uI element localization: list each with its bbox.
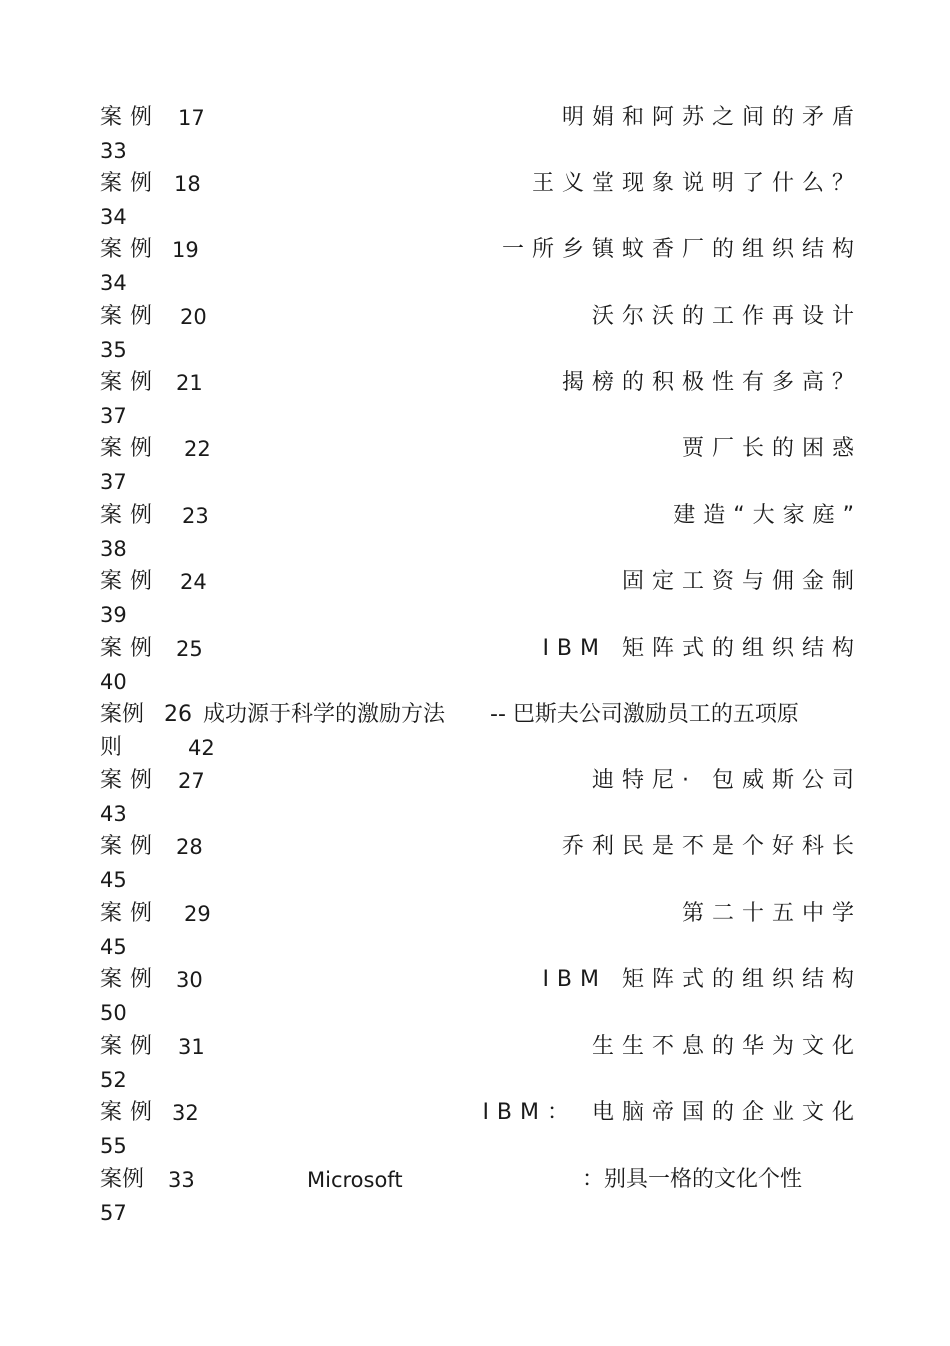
case-title: ：别具一格的文化个性 [582,1167,803,1192]
case-label: 案例 [100,1167,145,1192]
toc-entry-28 [0,832,950,898]
page-number: 43 [100,802,127,826]
toc-entry-21 [0,368,950,434]
toc-entry-30 [0,965,950,1031]
case-title: 沃尔沃的工作再设计 [591,304,862,329]
case-number: 28 [176,835,203,859]
toc-entry-20 [0,302,950,368]
case-title: 生生不息的华为文化 [591,1034,862,1059]
page-number: 39 [100,603,127,627]
case-number: 21 [176,371,203,395]
page-number: 34 [100,271,127,295]
page-number: 57 [100,1201,127,1225]
toc-entry-31 [0,1032,950,1098]
case-number: 18 [174,172,201,196]
case-title: 固定工资与佣金制 [621,569,862,594]
case-title: 成功源于科学的激励方法 [203,702,446,727]
case-title-wrap: 则 [100,735,123,760]
case-number: 20 [180,305,207,329]
toc-entry-19 [0,235,950,301]
case-number: 24 [180,570,207,594]
case-number: 33 [168,1168,195,1192]
case-number: 25 [176,637,203,661]
page-number: 50 [100,1001,127,1025]
case-label: 案例 [100,237,161,262]
case-number: 26 [164,702,192,727]
page-number: 45 [100,935,127,959]
case-number: 30 [176,968,203,992]
page-number: 33 [100,139,127,163]
case-number: 17 [178,106,205,130]
toc-entry-23 [0,501,950,567]
toc-entry-32 [0,1098,950,1164]
page-number: 42 [188,736,215,760]
case-label: 案例 [100,768,161,793]
page-number: 45 [100,868,127,892]
case-title: 明娟和阿苏之间的矛盾 [561,105,862,130]
case-label: 案例 [100,702,145,727]
case-label: 案例 [100,1100,161,1125]
page-number: 40 [100,670,127,694]
page-number: 37 [100,470,127,494]
toc-entry-27 [0,766,950,832]
toc-entry-24 [0,567,950,633]
case-number: 31 [178,1035,205,1059]
case-label: 案例 [100,967,161,992]
toc-entry-18 [0,169,950,235]
toc-entry-22 [0,434,950,500]
case-title: 迪特尼· 包威斯公司 [592,768,862,793]
case-label: 案例 [100,1034,161,1059]
page-number: 52 [100,1068,127,1092]
case-title-continued: -- 巴斯夫公司激励员工的五项原 [490,702,799,727]
toc-entry-29 [0,899,950,965]
page-number: 37 [100,404,127,428]
page-number: 38 [100,537,127,561]
case-title: IBM： 电脑帝国的企业文化 [482,1100,862,1125]
toc-entry-26 [0,700,950,766]
case-label: 案例 [100,834,161,859]
case-title: 揭榜的积极性有多高？ [561,370,862,395]
page-number: 35 [100,338,127,362]
toc-entry-33 [0,1165,950,1231]
case-title: 贾厂长的困惑 [681,436,862,461]
case-label: 案例 [100,503,161,528]
case-title: 乔利民是不是个好科长 [561,834,862,859]
page-number: 34 [100,205,127,229]
case-number: 23 [182,504,209,528]
case-title: 王义堂现象说明了什么？ [531,171,862,196]
case-title: 建造“大家庭” [673,503,862,528]
case-label: 案例 [100,901,161,926]
case-title: 一所乡镇蚊香厂的组织结构 [501,237,862,262]
case-number: 27 [178,769,205,793]
case-title: IBM 矩阵式的组织结构 [542,636,862,661]
page-number: 55 [100,1134,127,1158]
toc-entry-17 [0,103,950,169]
case-label: 案例 [100,636,161,661]
case-number: 29 [184,902,211,926]
case-label: 案例 [100,370,161,395]
case-number: 32 [172,1101,199,1125]
case-title: 第二十五中学 [681,901,862,926]
case-number: 19 [172,238,199,262]
case-number: 22 [184,437,211,461]
case-label: 案例 [100,304,161,329]
case-label: 案例 [100,436,161,461]
case-title-company: Microsoft [307,1168,403,1192]
case-label: 案例 [100,105,161,130]
case-label: 案例 [100,171,161,196]
toc-entry-25 [0,634,950,700]
case-title: IBM 矩阵式的组织结构 [542,967,862,992]
case-label: 案例 [100,569,161,594]
